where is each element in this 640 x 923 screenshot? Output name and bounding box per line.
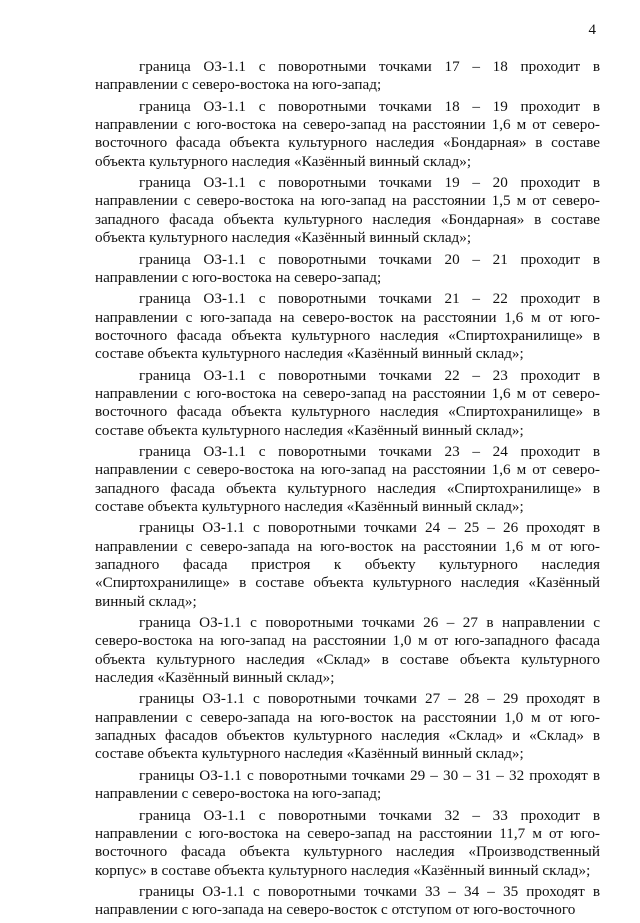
paragraph: граница ОЗ-1.1 с поворотными точками 32 – 33 проходит в направлении с юго-востока на северо-запад на расстоянии 11,7 м от юго-восточного фасада объекта культурного наследия «Производственный корпус» в составе объекта культурного наследия «Казённый винный склад»; bbox=[95, 806, 600, 879]
document-body bbox=[95, 58, 600, 923]
paragraph: граница ОЗ-1.1 с поворотными точками 26 – 27 в направлении с северо-востока на юго-запад на расстоянии 1,0 м от юго-западного фасада объекта культурного наследия «Склад» в составе объекта культурного наследия «Казённый винный склад»; bbox=[95, 614, 600, 686]
page-number: 4 bbox=[588, 22, 596, 38]
paragraph: граница ОЗ-1.1 с поворотными точками 19 – 20 проходит в направлении с северо-востока на юго-запад на расстоянии 1,5 м от северо-западного фасада объекта культурного наследия «Бондарная» в составе объекта культурного наследия «Казённый винный склад»; bbox=[95, 174, 600, 247]
paragraph: граница ОЗ-1.1 с поворотными точками 20 – 21 проходит в направлении с юго-востока на северо-запад; bbox=[95, 250, 600, 286]
paragraph: граница ОЗ-1.1 с поворотными точками 17 – 18 проходит в направлении с северо-востока на юго-запад; bbox=[95, 58, 600, 94]
paragraph: граница ОЗ-1.1 с поворотными точками 21 – 22 проходит в направлении с юго-запада на северо-восток на расстоянии 1,6 м от юго-восточного фасада объекта культурного наследия «Спиртохранилище» в составе объекта культурного наследия «Казённый винный склад»; bbox=[95, 290, 600, 363]
paragraph: границы ОЗ-1.1 с поворотными точками 33 – 34 – 35 проходят в направлении с юго-запада на северо-восток с отступом от юго-восточного bbox=[95, 883, 600, 919]
paragraph: границы ОЗ-1.1 с поворотными точками 29 – 30 – 31 – 32 проходят в направлении с северо-востока на юго-запад; bbox=[95, 766, 600, 803]
paragraph: границы ОЗ-1.1 с поворотными точками 24 – 25 – 26 проходят в направлении с северо-запада на юго-восток на расстоянии 1,6 м от юго-западного фасада пристроя к объекту культурного наследия «Спиртохранилище» в составе объекта культурного наследия «Казённый винный склад»; bbox=[95, 519, 600, 610]
paragraph: границы ОЗ-1.1 с поворотными точками 27 – 28 – 29 проходят в направлении с северо-запада на юго-восток на расстоянии 1,0 м от юго-западных фасадов объектов культурного наследия «Склад» и «Склад» в составе объекта культурного наследия «Казённый винный склад»; bbox=[95, 690, 600, 763]
paragraph: граница ОЗ-1.1 с поворотными точками 18 – 19 проходит в направлении с юго-востока на северо-запад на расстоянии 1,6 м от северо-восточного фасада объекта культурного наследия «Бондарная» в составе объекта культурного наследия «Казённый винный склад»; bbox=[95, 97, 600, 170]
paragraph: граница ОЗ-1.1 с поворотными точками 23 – 24 проходит в направлении с северо-востока на юго-запад на расстоянии 1,6 м от северо-западного фасада объекта культурного наследия «Спиртохранилище» в составе объекта культурного наследия «Казённый винный склад»; bbox=[95, 443, 600, 515]
paragraph: граница ОЗ-1.1 с поворотными точками 22 – 23 проходит в направлении с юго-востока на северо-запад на расстоянии 1,6 м от северо-восточного фасада объекта культурного наследия «Спиртохранилище» в составе объекта культурного наследия «Казённый винный склад»; bbox=[95, 366, 600, 439]
